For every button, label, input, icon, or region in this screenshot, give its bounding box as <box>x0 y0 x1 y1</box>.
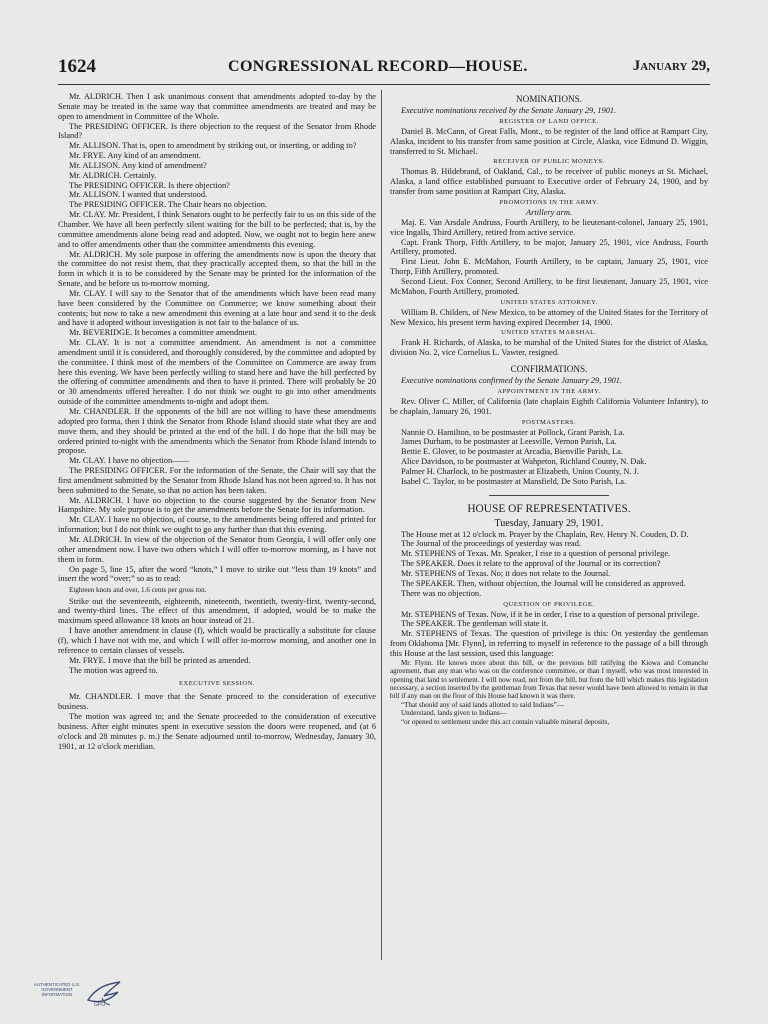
marshal-heading: UNITED STATES MARSHAL. <box>501 329 597 337</box>
list-item: Palmer H. Charlock, to be postmaster at Elizabeth, Union County, N. J. <box>401 466 639 476</box>
quote: Mr. Flynn. He knows more about this bill, or the previous bill ratifying the Kiowa and Comanche agreement, than any man who was on the conference committee, or than I myself, who was most interested in opening that land to settlement. I will now read, not from the bill, but from the bill which makes this legislation necessary, a section inserted by the gentleman from Texas that never would have been allowed to remain in that bill if any man on the floor of this House had known it was there. <box>390 658 708 701</box>
house-heading: HOUSE OF REPRESENTATIVES. <box>467 502 631 515</box>
nominations-heading: NOMINATIONS. <box>515 94 583 104</box>
paragraph: The PRESIDING OFFICER. Is there objection to the request of the Senator from Rhode Island? <box>58 121 376 141</box>
paragraph: Mr. CHANDLER. If the opponents of the bill are not willing to have these amendments adopted pro forma, then I think the Senator from Rhode Island should state what they are and move them, and they should be printed at the end of the bill. I do hope that the bill may be ordered printed to-night with the amendments which the Senator from Rhode Island intends to propose. <box>58 407 376 456</box>
quote: “or opened to settlement under this act contain valuable mineral deposits, <box>401 717 610 726</box>
gpo-authentication-logo <box>28 978 128 1014</box>
paragraph: Mr. ALDRICH. My sole purpose in offering the amendments now is upon the theory that the committee do not resist them, that they practically accepted them, so that the bill in the form in which it is to be considered by the Senate may be printed for the information of the Senate, and be before us to-morrow morning. <box>58 249 376 289</box>
paragraph: Mr. ALLISON. That is, open to amendment by striking out, or inserting, or adding to? <box>69 141 357 151</box>
paragraph: The motion was agreed to. <box>69 665 158 675</box>
paragraph: William B. Childers, of New Mexico, to be attorney of the United States for the Territory of New Mexico, his present term having expired December 14, 1900. <box>390 307 708 327</box>
paragraph: Strike out the seventeenth, eighteenth, nineteenth, twentieth, twenty-first, twenty-second, and twenty-third lines. The effect of this amendment, if adopted, would be to make the maximum speed allowance 18 knots an hour instead of 21. <box>58 596 376 626</box>
paragraph: The PRESIDING OFFICER. For the information of the Senate, the Chair will say that the first amendment submitted by the Senator from Rhode Island has not been agreed to. It has not been submitted to the Senate, so that no action has been taken. <box>58 466 376 495</box>
page-number: 1624 <box>58 56 96 77</box>
attorney-heading: UNITED STATES ATTORNEY. <box>500 298 598 306</box>
paragraph: Mr. STEPHENS of Texas. The question of privilege is this: On yesterday the gentleman from Oklahoma [Mr. Flynn], in referring to myself in reference to the passage of a bill through this House at the last session, used this language: <box>390 629 708 658</box>
house-dateline: Tuesday, January 29, 1901. <box>494 517 604 529</box>
paragraph: Frank H. Richards, of Alaska, to be marshal of the United States for the district of Alaska, division No. 2, vice Cornelius L. Vawter, resigned. <box>390 338 708 358</box>
paragraph: Mr. FRYE. Any kind of an amendment. <box>69 151 201 161</box>
paragraph: Mr. ALDRICH. Certainly. <box>69 170 157 180</box>
list-item: Alice Davidson, to be postmaster at Wahpeton, Richland County, N. Dak. <box>401 457 647 467</box>
paragraph: Mr. CLAY. Mr. President, I think Senators ought to be perfectly fair to us on this side of the Chamber. We have all been perfectly silent waiting for the bill to be perfected; that is, by the committee amendments alone being read and adopted. Now, we ought not to begin here anew and to offer amendments other than the committee amendments this evening. <box>58 210 376 249</box>
paragraph: The SPEAKER. Does it relate to the approval of the Journal or its correction? <box>401 559 661 569</box>
list-item: Isabel C. Taylor, to be postmaster at Mansfield, De Soto Parish, La. <box>401 476 627 486</box>
list-item: James Durham, to be postmaster at Leesville, Vernon Parish, La. <box>401 437 617 447</box>
paragraph: Thomas B. Hildebrand, of Oakland, Cal., to be receiver of public moneys at St. Michael, Alaska, a land office established pursuant to Executive order of February 24, 1900, and by transfer from same position at Rampart City, Alaska. <box>390 167 708 197</box>
paragraph: Daniel B. McCann, of Great Falls, Mont., to be register of the land office at Rampart City, Alaska, incident to his transfer from same position at Circle, Alaska, vice Edmund D. Wiggin, transferred to St. Michael. <box>390 126 708 156</box>
paragraph: Mr. ALLISON. Any kind of amendment? <box>69 160 207 170</box>
artillery-heading: Artillery arm. <box>526 207 572 217</box>
privilege-heading: QUESTION OF PRIVILEGE. <box>503 600 595 608</box>
paragraph: The PRESIDING OFFICER. Is there objection? <box>69 180 230 190</box>
receiver-heading: RECEIVER OF PUBLIC MONEYS. <box>493 158 605 166</box>
executive-session-heading: EXECUTIVE SESSION. <box>178 680 256 688</box>
paragraph: Mr. STEPHENS of Texas. Now, if it be in order, I rise to a question of personal privilege. <box>401 609 700 619</box>
paragraph: Mr. ALLISON. I wanted that understood. <box>69 190 208 200</box>
page-title: CONGRESSIONAL RECORD—HOUSE. <box>228 58 528 75</box>
confirmations-intro: Executive nominations confirmed by the Senate January 29, 1901. <box>401 376 623 386</box>
paragraph: Mr. CHANDLER. I move that the Senate proceed to the consideration of executive business. <box>58 692 376 712</box>
paragraph: Mr. BEVERIDGE. It becomes a committee amendment. <box>69 328 257 338</box>
paragraph: Mr. ALDRICH. I have no objection to the course suggested by the Senator from New Hampshire. My sole purpose is to get the amendments before the Senate for its information. <box>58 495 376 515</box>
paragraph: I have another amendment in clause (f), which would be practically a substitute for clause (f), which I have not with me, and which I will offer to-morrow morning, and another one in reference to certain classes of vessels. <box>58 626 376 655</box>
paragraph: Mr. CLAY. I have no objection—— <box>69 456 189 466</box>
paragraph: There was no objection. <box>401 588 482 598</box>
paragraph: Mr. ALDRICH. In view of the objection of the Senator from Georgia, I will offer only one other amendment now. I have two others which I will offer to-morrow morning, as I have not them in form. <box>58 534 376 564</box>
quote: “That should any of said lands allotted to said Indians”— <box>401 700 564 709</box>
paragraph: Mr. CLAY. I have no objection, of course, to the amendments being offered and printed for information; but I do not think we ought to go any further than that this evening. <box>58 515 376 535</box>
paragraph: Mr. FRYE. I move that the bill be printed as amended. <box>69 655 251 665</box>
paragraph: Capt. Frank Thorp, Fifth Artillery, to be major, January 25, 1901, vice Andruss, Fourth Artillery, promoted. <box>390 237 708 257</box>
land-office-heading: REGISTER OF LAND OFFICE. <box>499 117 599 125</box>
paragraph: Rev. Oliver C. Miller, of California (late chaplain Eighth California Volunteer Infantry), to be chaplain, January 26, 1901. <box>390 396 708 416</box>
page-header <box>58 56 710 84</box>
paragraph: Mr. STEPHENS of Texas. Mr. Speaker, I rise to a question of personal privilege. <box>401 549 671 559</box>
paragraph: The SPEAKER. Then, without objection, the Journal will be considered as approved. <box>401 578 686 588</box>
header-rule <box>58 84 710 85</box>
postmasters-heading: POSTMASTERS. <box>521 418 577 426</box>
list-item: Bettie E. Glover, to be postmaster at Arcadia, Bienville Parish, La. <box>401 447 623 457</box>
paragraph: The Journal of the proceedings of yesterday was read. <box>401 539 582 549</box>
confirmations-heading: CONFIRMATIONS. <box>510 364 588 375</box>
gpo-label: GPO <box>94 1002 106 1008</box>
paragraph: On page 5, line 15, after the word “knots,” I move to strike out “less than 19 knots” and insert the word “over;” so as to read: <box>58 564 376 584</box>
paragraph: Maj. E. Van Arsdale Andruss, Fourth Artillery, to be lieutenant-colonel, January 25, 1901, vice Ingalls, Third Artillery, retired from active service. <box>390 217 708 237</box>
paragraph: Mr. ALDRICH. Then I ask unanimous consent that amendments adopted to-day by the Senate may be treated in the same way that committee amendments are treated and may be open to amendment in Committee of the Whole. <box>58 92 376 121</box>
paragraph: First Lieut. John E. McMahon, Fourth Artillery, to be captain, January 25, 1901, vice Thorp, Fifth Artillery, promoted. <box>390 257 708 277</box>
quote: Understand, lands given to Indians— <box>401 709 507 718</box>
amended-text: Eighteen knots and over, 1.6 cents per gross ton. <box>69 586 207 595</box>
column-divider <box>381 90 382 960</box>
right-column <box>390 92 708 726</box>
paragraph: The PRESIDING OFFICER. The Chair hears no objection. <box>69 200 267 210</box>
section-rule <box>489 495 609 496</box>
paragraph: The motion was agreed to; and the Senate proceeded to the consideration of executive business. After eight minutes spent in executive session the doors were reopened, and (at 6 o'clock and 28 minutes p. m.) the Senate adjourned until to-morrow, Wednesday, January 30, 1901, at 12 o'clock meridian. <box>58 712 376 751</box>
left-column <box>58 92 376 751</box>
paragraph: Second Lieut. Fox Conner, Second Artillery, to be first lieutenant, January 25, 1901, vice McMahon, Fourth Artillery, promoted. <box>390 276 708 296</box>
paragraph: The SPEAKER. The gentleman will state it. <box>401 619 549 629</box>
list-item: Nannie O. Hamilton, to be postmaster at Pollock, Grant Parish, La. <box>401 427 625 437</box>
promotions-heading: PROMOTIONS IN THE ARMY. <box>499 198 599 206</box>
nominations-intro: Executive nominations received by the Senate January 29, 1901. <box>401 106 617 115</box>
paragraph: Mr. STEPHENS of Texas. No; it does not relate to the Journal. <box>401 569 611 578</box>
paragraph: Mr. CLAY. I will say to the Senator that of the amendments which have been read many have been considered by the Committee on Commerce; we know something about their contents; but now to take a new amendment this evening at a late hour and send it to the desk and have it adopted without investigation is not fair to the balance of us. <box>58 288 376 328</box>
page-date: January 29, <box>632 58 710 74</box>
paragraph: Mr. CLAY. It is not a committee amendment. An amendment is not a committee amendment until it is considered, and thoroughly considered, by the committee and adopted by the committee. I think most of the members of the Committee on Commerce are away from here this evening. We have been perfectly willing to stand here and have the bill perfected by the offering of committee amendments and then to have it printed. There will probably be 20 or 30 amendments offered hereafter. I do not think we ought to go into other amendments outside of the committee amendments to-night and adopt them. <box>58 338 376 407</box>
authentication-text: AUTHENTICATED U.S. GOVERNMENT INFORMATION <box>33 982 81 997</box>
army-appointment-heading: APPOINTMENT IN THE ARMY. <box>497 387 601 395</box>
paragraph: The House met at 12 o'clock m. Prayer by the Chaplain, Rev. Henry N. Couden, D. D. <box>401 529 689 539</box>
